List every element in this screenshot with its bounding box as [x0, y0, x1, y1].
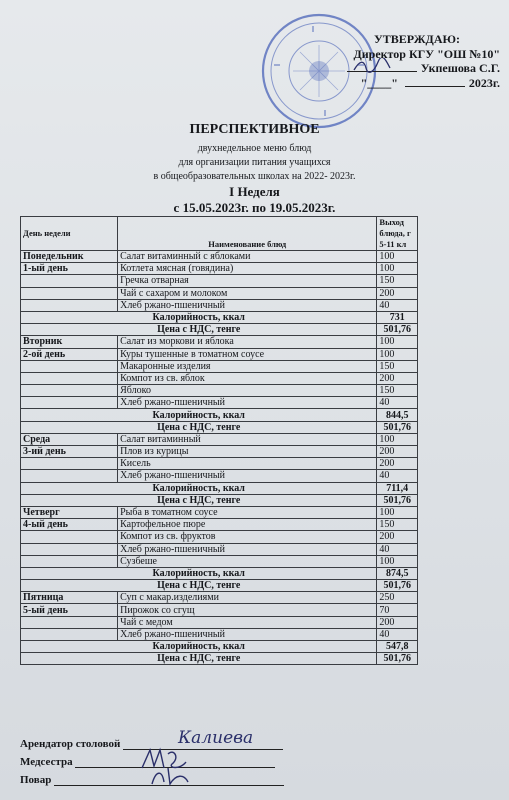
dish-name: Хлеб ржано-пшеничный — [118, 470, 377, 482]
table-row — [21, 458, 418, 470]
dish-name: Пирожок со сгущ — [118, 604, 377, 616]
dish-name: Кисель — [118, 458, 377, 470]
price-row-label: Цена с НДС, тенге — [21, 580, 377, 592]
approval-signature-row — [310, 61, 500, 76]
table-row — [21, 506, 418, 518]
dish-name: Хлеб ржано-пшеничный — [118, 299, 377, 311]
day-number: 2-ой день — [21, 348, 118, 360]
dish-name: Салат витаминный с яблоками — [118, 251, 377, 263]
approval-date-row — [310, 76, 500, 91]
approval-block — [310, 32, 500, 90]
period-label: с 15.05.2023г. по 19.05.2023г. — [173, 200, 336, 215]
menu-body — [21, 251, 418, 665]
dish-name: Рыба в томатном соусе — [118, 506, 377, 518]
dish-output: 150 — [377, 385, 418, 397]
dish-output: 150 — [377, 360, 418, 372]
table-header-row — [21, 217, 418, 251]
dish-name: Сузбеше — [118, 555, 377, 567]
dish-name: Гречка отварная — [118, 275, 377, 287]
cook-label: Повар — [20, 774, 52, 786]
price-row-label: Цена с НДС, тенге — [21, 653, 377, 665]
dish-output: 100 — [377, 251, 418, 263]
table-row — [21, 519, 418, 531]
price-row — [21, 421, 418, 433]
approval-date-prefix: "____" — [360, 75, 398, 90]
calorie-row-value: 874,5 — [377, 567, 418, 579]
dish-output: 200 — [377, 616, 418, 628]
dish-name: Хлеб ржано-пшеничный — [118, 628, 377, 640]
cook-signature-scrawl — [150, 764, 190, 792]
dish-output: 200 — [377, 287, 418, 299]
dish-output: 150 — [377, 519, 418, 531]
dish-output: 250 — [377, 592, 418, 604]
day-name: Понедельник — [21, 251, 118, 263]
dish-output: 200 — [377, 531, 418, 543]
day-cell-empty — [21, 470, 118, 482]
price-row-label: Цена с НДС, тенге — [21, 421, 377, 433]
dish-name: Салат из моркови и яблока — [118, 336, 377, 348]
col-day-header: День недели — [21, 217, 118, 251]
dish-output: 200 — [377, 372, 418, 384]
dish-name: Салат витаминный — [118, 433, 377, 445]
table-row — [21, 470, 418, 482]
approval-position: Директор КГУ "ОШ №10" — [353, 46, 500, 61]
table-row — [21, 348, 418, 360]
dish-name: Чай с медом — [118, 616, 377, 628]
signature-icon — [150, 764, 190, 788]
doc-subtitle: двухнедельное меню блюд — [197, 143, 312, 154]
calorie-row — [21, 641, 418, 653]
table-row — [21, 604, 418, 616]
table-row — [21, 287, 418, 299]
dish-output: 100 — [377, 506, 418, 518]
day-cell-empty — [21, 543, 118, 555]
dish-output: 100 — [377, 555, 418, 567]
nurse-label: Медсестра — [20, 756, 73, 768]
price-row-value: 501,76 — [377, 580, 418, 592]
table-row — [21, 628, 418, 640]
approval-year: 2023г. — [468, 75, 500, 90]
dish-name: Чай с сахаром и молоком — [118, 287, 377, 299]
table-row — [21, 592, 418, 604]
calorie-row-value: 844,5 — [377, 409, 418, 421]
price-row-label: Цена с НДС, тенге — [21, 494, 377, 506]
price-row — [21, 324, 418, 336]
week-label: I Неделя — [229, 184, 280, 199]
table-row — [21, 555, 418, 567]
day-number: 3-ий день — [21, 446, 118, 458]
dish-output: 200 — [377, 446, 418, 458]
dish-output: 40 — [377, 299, 418, 311]
dish-name: Котлета мясная (говядина) — [118, 263, 377, 275]
day-cell-empty — [21, 275, 118, 287]
table-row — [21, 275, 418, 287]
day-name: Четверг — [21, 506, 118, 518]
day-cell-empty — [21, 360, 118, 372]
dish-name: Яблоко — [118, 385, 377, 397]
table-row — [21, 360, 418, 372]
doc-title: ПЕРСПЕКТИВНОЕ — [189, 122, 320, 137]
signature-icon — [352, 58, 392, 74]
tenant-label: Арендатор столовой — [20, 738, 121, 750]
table-row — [21, 336, 418, 348]
dish-output: 100 — [377, 263, 418, 275]
table-row — [21, 616, 418, 628]
calorie-row-value: 547,8 — [377, 641, 418, 653]
tenant-handwritten-signature: Калиева — [178, 728, 254, 748]
dish-name: Плов из курицы — [118, 446, 377, 458]
price-row — [21, 580, 418, 592]
day-name: Пятница — [21, 592, 118, 604]
menu-table — [20, 216, 418, 665]
calorie-row-label: Калорийность, ккал — [21, 567, 377, 579]
day-cell-empty — [21, 458, 118, 470]
table-row — [21, 531, 418, 543]
day-cell-empty — [21, 385, 118, 397]
director-signature-scrawl — [352, 58, 392, 78]
doc-purpose: для организации питания учащихся — [178, 157, 331, 168]
day-cell-empty — [21, 397, 118, 409]
dish-output: 40 — [377, 397, 418, 409]
day-name: Вторник — [21, 336, 118, 348]
day-cell-empty — [21, 628, 118, 640]
table-row — [21, 372, 418, 384]
day-cell-empty — [21, 372, 118, 384]
dish-output: 100 — [377, 336, 418, 348]
table-row — [21, 397, 418, 409]
table-row — [21, 433, 418, 445]
dish-output: 40 — [377, 470, 418, 482]
calorie-row-value: 711,4 — [377, 482, 418, 494]
dish-name: Хлеб ржано-пшеничный — [118, 397, 377, 409]
day-cell-empty — [21, 616, 118, 628]
table-row — [21, 263, 418, 275]
dish-name: Компот из св. фруктов — [118, 531, 377, 543]
calorie-row-label: Калорийность, ккал — [21, 409, 377, 421]
calorie-row-label: Калорийность, ккал — [21, 311, 377, 323]
col-dish-header: Наименование блюд — [118, 217, 377, 251]
day-cell-empty — [21, 555, 118, 567]
approval-name: Укпешова С.Г. — [420, 61, 500, 75]
price-row-value: 501,76 — [377, 494, 418, 506]
day-cell-empty — [21, 287, 118, 299]
dish-output: 200 — [377, 458, 418, 470]
calorie-row-label: Калорийность, ккал — [21, 482, 377, 494]
price-row — [21, 494, 418, 506]
day-name: Среда — [21, 433, 118, 445]
dish-output: 70 — [377, 604, 418, 616]
day-cell-empty — [21, 531, 118, 543]
calorie-row — [21, 567, 418, 579]
table-row — [21, 251, 418, 263]
dish-output: 40 — [377, 543, 418, 555]
dish-name: Хлеб ржано-пшеничный — [118, 543, 377, 555]
dish-name: Макаронные изделия — [118, 360, 377, 372]
dish-name: Суп с макар.изделиями — [118, 592, 377, 604]
table-row — [21, 543, 418, 555]
dish-output: 100 — [377, 433, 418, 445]
table-row — [21, 446, 418, 458]
day-cell-empty — [21, 299, 118, 311]
day-number: 4-ый день — [21, 519, 118, 531]
day-number: 5-ый день — [21, 604, 118, 616]
dish-name: Куры тушенные в томатном соусе — [118, 348, 377, 360]
calorie-row — [21, 482, 418, 494]
calorie-row-value: 731 — [377, 311, 418, 323]
dish-name: Компот из св. яблок — [118, 372, 377, 384]
dish-output: 40 — [377, 628, 418, 640]
table-row — [21, 385, 418, 397]
approval-title: УТВЕРЖДАЮ: — [373, 32, 460, 46]
price-row — [21, 653, 418, 665]
dish-name: Картофельное пюре — [118, 519, 377, 531]
price-row-value: 501,76 — [377, 421, 418, 433]
doc-scope: в общеобразовательных школах на 2022- 2023г. — [153, 171, 356, 182]
date-line — [405, 86, 465, 87]
price-row-value: 501,76 — [377, 324, 418, 336]
calorie-row-label: Калорийность, ккал — [21, 641, 377, 653]
calorie-row — [21, 311, 418, 323]
table-row — [21, 299, 418, 311]
col-output-header: Выход блюда, г 5-11 кл — [377, 217, 418, 251]
day-number: 1-ый день — [21, 263, 118, 275]
dish-output: 150 — [377, 275, 418, 287]
price-row-label: Цена с НДС, тенге — [21, 324, 377, 336]
dish-output: 100 — [377, 348, 418, 360]
calorie-row — [21, 409, 418, 421]
price-row-value: 501,76 — [377, 653, 418, 665]
